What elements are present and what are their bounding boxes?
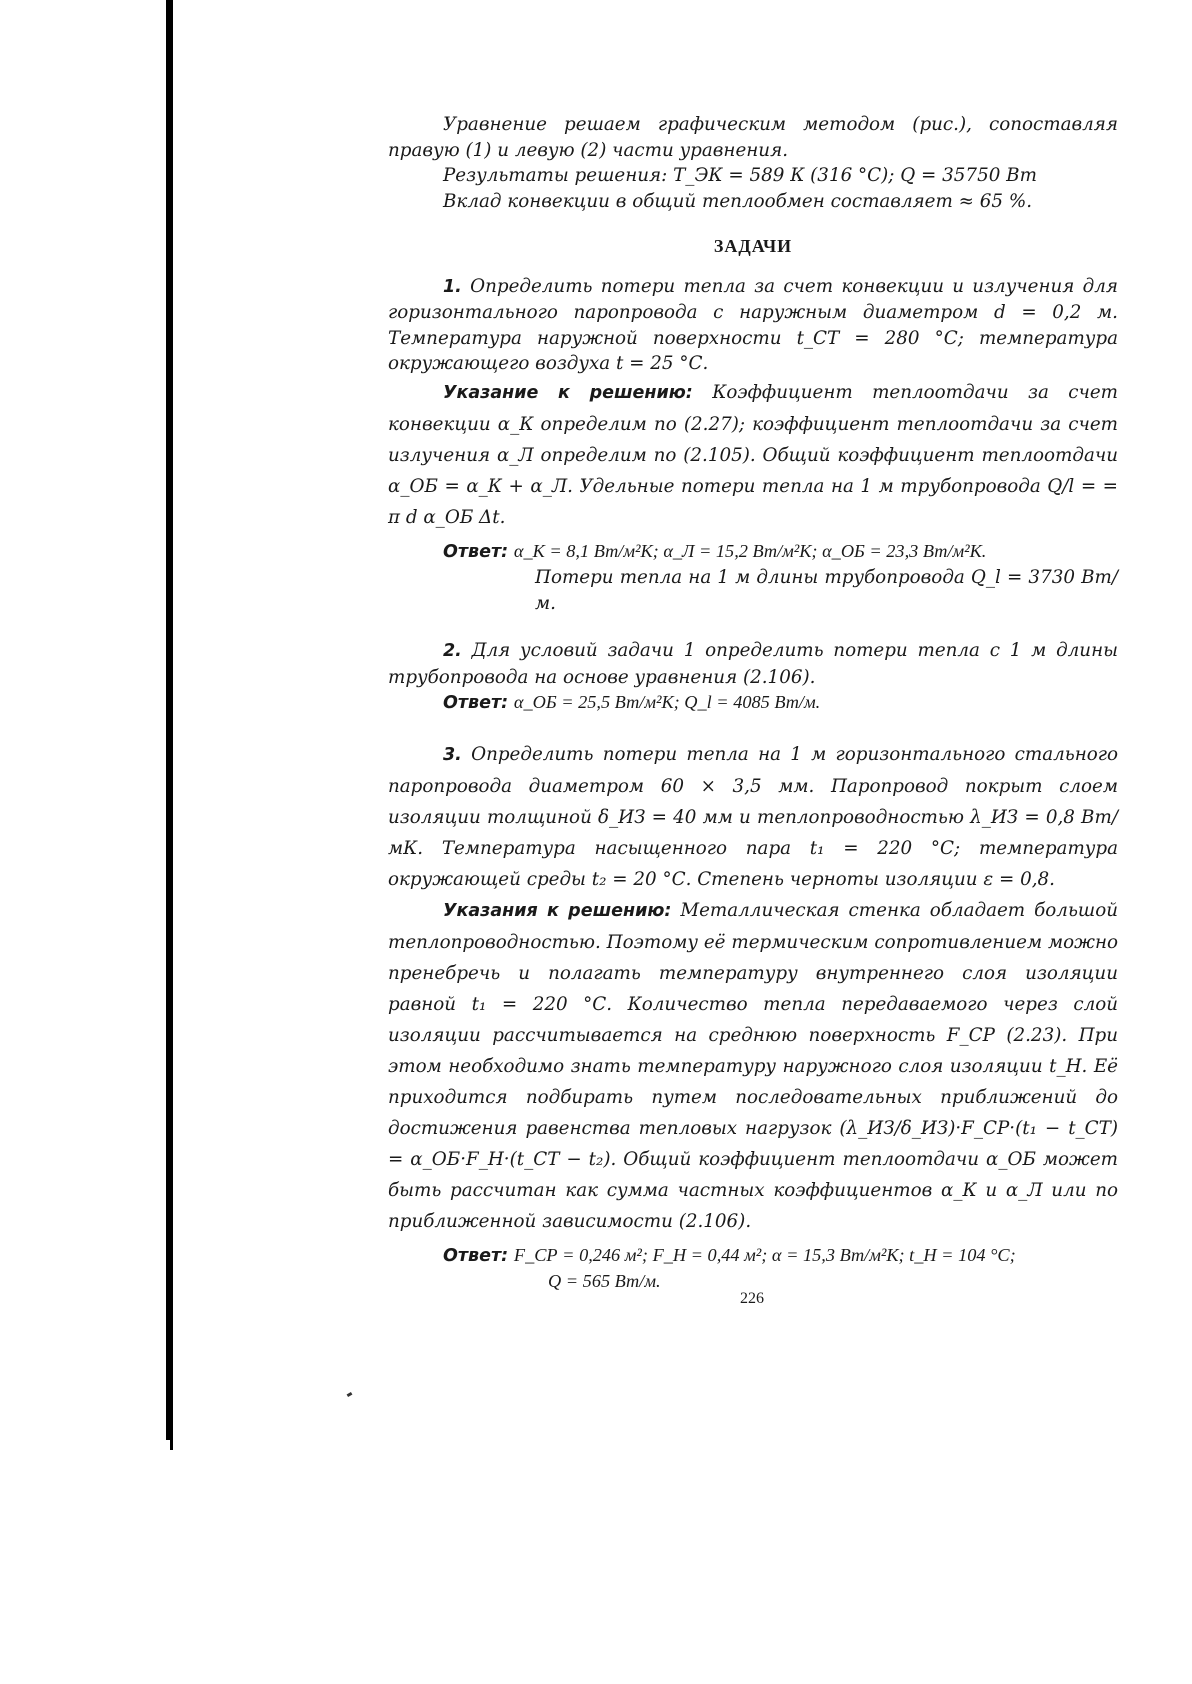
intro-line-1: Уравнение решаем графическим методом (рис.), сопоставляя правую (1) и левую (2) части уравнения. [388, 114, 1118, 161]
problem-2-statement [388, 638, 1118, 690]
problem-2-text: Для условий задачи 1 определить потери тепла с 1 м длины трубопровода на основе уравнения (2.106). [388, 640, 1118, 688]
intro-line-3: Вклад конвекции в общий теплообмен составляет ≈ 65 %. [443, 190, 1033, 212]
problem-1-text: Определить потери тепла за счет конвекции и излучения для горизонтального паропровода с наружным диаметром d = 0,2 м. Температура наружной поверхности t_СТ = 280 °С; температура окружающего воздуха t = 25 °С. [388, 275, 1119, 374]
problem-2-number: 2. [443, 641, 462, 661]
problem-3-hint-label: Указания к решению: [443, 900, 672, 921]
problem-3-number: 3. [443, 744, 462, 765]
problem-3-hint-text: Металлическая стенка обладает большой теплопроводностью. Поэтому её термическим сопротивлением можно пренебречь и полагать температуру внутреннего слоя изоляции равной t₁ = 220 °С. Количество тепла передаваемого через слой изоляции рассчитывается на среднюю поверхность F_СР (2.23). При этом необходимо знать температуру наружного слоя изоляции t_Н. Её приходится подбирать путем последовательных приближений до достижения равенства тепловых нагрузок (λ_ИЗ/δ_ИЗ)·F_СР·(t₁ − t_СТ) = α_ОБ·F_Н·(t_СТ − t₂). Общий коэффициент теплоотдачи α_ОБ может быть рассчитан как сумма частных коэффициентов α_К и α_Л или по приближенной зависимости (2.106). [388, 899, 1118, 1232]
problem-1-hint-label: Указание к решению: [443, 382, 693, 403]
problem-3-statement [388, 739, 1118, 895]
problem-3-answer-label: Ответ: [443, 1245, 509, 1266]
scan-speck [347, 1392, 353, 1397]
problem-2-answer-line-1: α_ОБ = 25,5 Вт/м²К; Q_l = 4085 Вт/м. [513, 692, 821, 712]
problem-1-hint [388, 377, 1118, 533]
problem-3-hint [388, 895, 1118, 1237]
section-heading: ЗАДАЧИ [713, 236, 793, 256]
page-number: 226 [740, 1290, 764, 1307]
problem-2-answer [388, 690, 1118, 717]
problem-1-answer-label: Ответ: [443, 541, 509, 562]
problem-3-text: Определить потери тепла на 1 м горизонтального стального паропровода диаметром 60 × 3,5 мм. Паропровод покрыт слоем изоляции толщиной δ_ИЗ = 40 мм и теплопроводностью λ_ИЗ = 0,8 Вт/мК. Температура насыщенного пара t₁ = 220 °С; температура окружающей среды t₂ = 20 °С. Степень черноты изоляции ε = 0,8. [388, 743, 1118, 890]
problem-2-answer-label: Ответ: [443, 693, 509, 713]
document-page [388, 112, 1118, 1295]
problem-3-answer-line-1: F_СР = 0,246 м²; F_Н = 0,44 м²; α = 15,3 Вт/м²К; t_Н = 104 °С; [513, 1244, 1016, 1265]
problem-1-answer [388, 539, 1118, 566]
problem-1-number: 1. [443, 276, 462, 297]
problem-3-answer-line-2: Q = 565 Вт/м. [548, 1271, 661, 1291]
problem-1-hint-text: Коэффициент теплоотдачи за счет конвекции α_К определим по (2.27); коэффициент теплоотдачи за счет излучения α_Л определим по (2.105). Общий коэффициент теплоотдачи α_ОБ = α_К + α_Л. Удельные потери тепла на 1 м трубопровода Q/l = = π d α_ОБ Δt. [388, 381, 1119, 528]
problem-1-answer-line-1: α_К = 8,1 Вт/м²К; α_Л = 15,2 Вт/м²К; α_ОБ = 23,3 Вт/м²К. [513, 540, 987, 561]
problem-3-answer [388, 1243, 1118, 1270]
problem-1-answer-line-2: Потери тепла на 1 м длины трубопровода Q_l = 3730 Вт/м. [535, 567, 1118, 614]
intro-line-2: Результаты решения: T_ЭК = 589 К (316 °С); Q = 35750 Вт [443, 165, 1037, 186]
problem-1-statement [388, 274, 1118, 377]
scan-binding-edge [166, 0, 173, 1440]
scan-binding-edge-tail [170, 1440, 173, 1450]
